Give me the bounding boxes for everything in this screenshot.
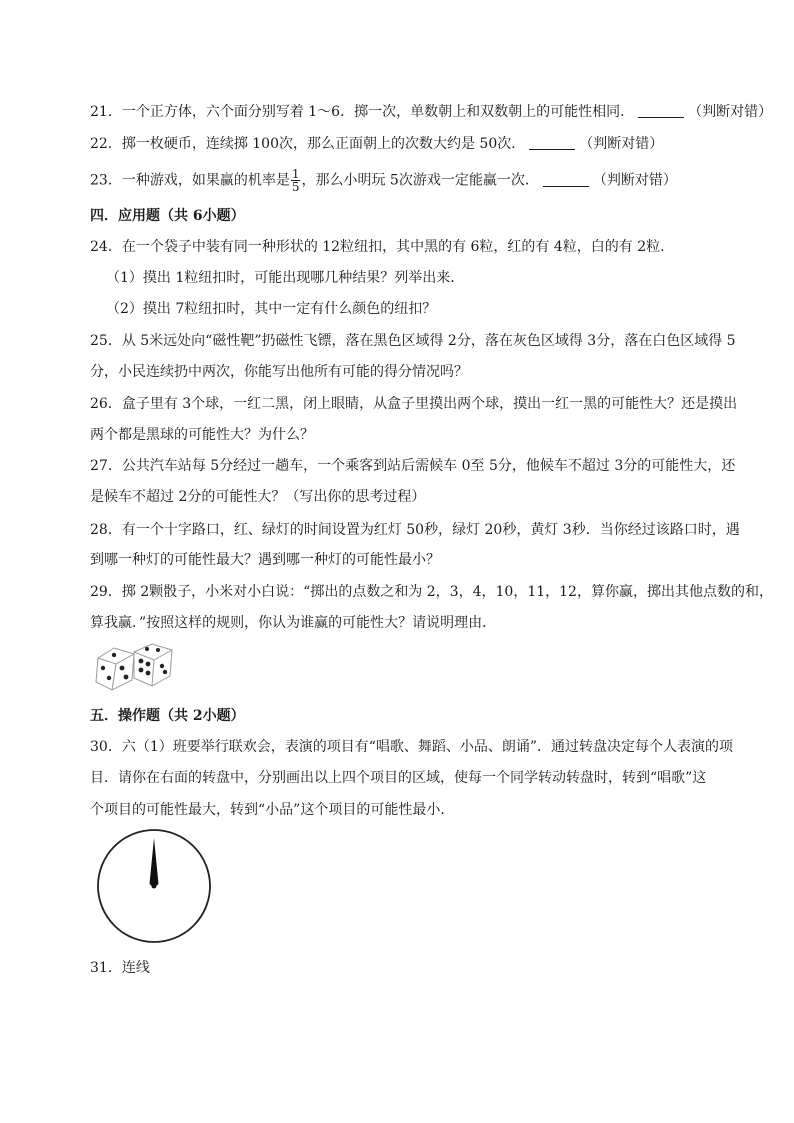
dice-illustration — [92, 640, 176, 694]
q24-text: 24．在一个袋子中装有同一种形状的 12粒纽扣，其中黑的有 6粒，红的有 4粒，白的有 2粒． — [90, 239, 675, 255]
q25-line1: 25．从 5米远处向“磁性靶”扔磁性飞镖，落在黑色区域得 2分，落在灰色区域得 3分，落在白色区域得 5 — [90, 333, 736, 349]
q25-line2: 分，小民连续扔中两次，你能写出他所有可能的得分情况吗？ — [90, 364, 468, 380]
section4-title: 四．应用题（共 6小题） — [90, 208, 245, 224]
q26-line2: 两个都是黑球的可能性大？为什么？ — [90, 427, 314, 443]
q23-fraction-denominator: 5 — [291, 180, 300, 194]
q23-text-before: 23．一种游戏，如果赢的机率是 — [90, 172, 290, 189]
q28-line1: 28．有一个十字路口，红、绿灯的时间设置为红灯 50秒，绿灯 20秒，黄灯 3秒．当你经过该路口时，遇 — [90, 522, 740, 538]
die-left-icon — [96, 648, 134, 690]
spinner-pivot-icon — [152, 884, 157, 889]
die-right-icon — [134, 644, 172, 686]
q28-line2: 到哪一种灯的可能性最大？遇到哪一种灯的可能性最小？ — [90, 552, 440, 568]
q22-answer-blank[interactable] — [529, 135, 575, 150]
q21-suffix: （判断对错） — [688, 104, 773, 120]
q23 — [90, 168, 677, 193]
q23-answer-blank[interactable] — [543, 172, 589, 187]
q21-text: 21．一个正方体，六个面分别写着 1～6．掷一次，单数朝上和双数朝上的可能性相同． — [90, 104, 635, 120]
spinner-wheel[interactable] — [94, 826, 214, 946]
q27-line1: 27．公共汽车站每 5分经过一趟车，一个乘客到站后需候车 0至 5分，他候车不超过 3分的可能性大，还 — [90, 458, 736, 474]
q30-line2: 目．请你在右面的转盘中，分别画出以上四个项目的区域，使每一个同学转动转盘时，转到“唱歌”这 — [90, 770, 707, 786]
q29-line1: 29．掷 2颗骰子，小米对小白说：“掷出的点数之和为 2，3，4，10，11，12，算你赢，掷出其他点数的和， — [90, 584, 773, 600]
q30-line3: 个项目的可能性最大，转到“小品”这个项目的可能性最小． — [90, 802, 455, 818]
q29-line2: 算我赢．”按照这样的规则，你认为谁赢的可能性大？请说明理由． — [90, 615, 497, 631]
q21 — [90, 102, 772, 122]
q31-text: 31．连线 — [90, 960, 150, 976]
q22 — [90, 134, 663, 154]
q23-suffix: （判断对错） — [592, 172, 677, 189]
q24-sub2: （2）摸出 7粒纽扣时，其中一定有什么颜色的纽扣？ — [106, 301, 437, 317]
q21-answer-blank[interactable] — [638, 103, 684, 118]
section5-title: 五．操作题（共 2小题） — [90, 708, 245, 724]
q23-fraction — [291, 168, 301, 193]
q23-fraction-numerator: 1 — [291, 167, 300, 181]
q22-text: 22．掷一枚硬币，连续掷 100次，那么正面朝上的次数大约是 50次． — [90, 136, 526, 152]
q27-line2: 是候车不超过 2分的可能性大？（写出你的思考过程） — [90, 489, 426, 505]
q22-suffix: （判断对错） — [579, 136, 664, 152]
q26-line1: 26．盒子里有 3个球，一红二黑，闭上眼睛，从盒子里摸出两个球，摸出一红一黑的可能性大？还是摸出 — [90, 396, 738, 412]
q30-line1: 30．六（1）班要举行联欢会，表演的项目有“唱歌、舞蹈、小品、朗诵”．通过转盘决定每个人表演的项 — [90, 739, 734, 755]
q23-text-after: ，那么小明玩 5次游戏一定能赢一次． — [301, 172, 539, 189]
q24-sub1: （1）摸出 1粒纽扣时，可能出现哪几种结果？列举出来． — [106, 270, 465, 286]
